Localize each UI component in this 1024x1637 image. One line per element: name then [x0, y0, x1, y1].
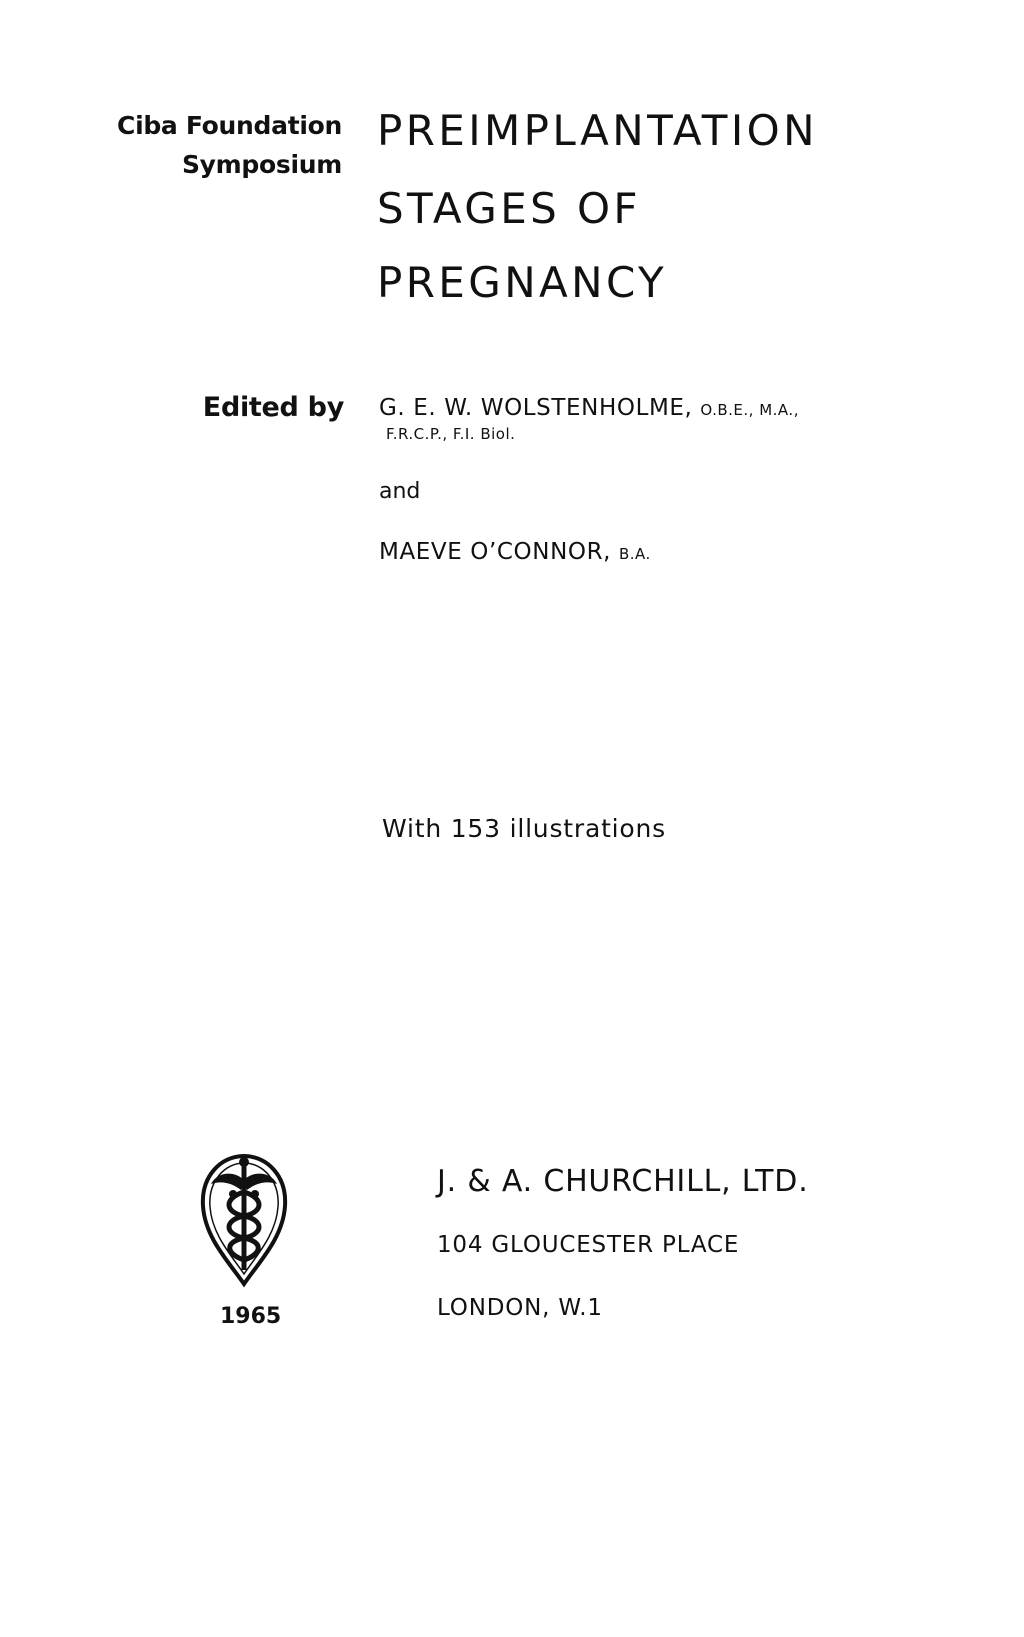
editor-2-credentials: B.A.	[619, 545, 651, 563]
publisher-name: J. & A. CHURCHILL, LTD.	[437, 1164, 809, 1199]
series-name-line-2: Symposium	[181, 150, 342, 179]
title-line-1: PREIMPLANTATION	[377, 106, 818, 155]
editor-1	[379, 395, 799, 421]
series-name-line-1: Ciba Foundation	[117, 111, 342, 140]
title-line-3: PREGNANCY	[377, 258, 668, 307]
title-line-2: STAGES OF	[377, 184, 641, 233]
caduceus-heart-emblem-icon	[199, 1150, 289, 1288]
editor-1-credentials-line-2: F.R.C.P., F.I. Biol.	[386, 425, 516, 443]
publication-year: 1965	[220, 1304, 282, 1329]
editor-2	[379, 539, 651, 565]
publisher-city: LONDON, W.1	[437, 1295, 603, 1321]
publisher-address: 104 GLOUCESTER PLACE	[437, 1232, 740, 1258]
editors-conjunction: and	[379, 479, 421, 504]
editor-1-name: G. E. W. WOLSTENHOLME,	[379, 395, 693, 421]
illustrations-note: With 153 illustrations	[382, 814, 666, 843]
edited-by-label: Edited by	[202, 392, 344, 423]
editor-2-name: MAEVE O’CONNOR,	[379, 539, 612, 565]
editor-1-credentials: O.B.E., M.A.,	[700, 401, 799, 419]
